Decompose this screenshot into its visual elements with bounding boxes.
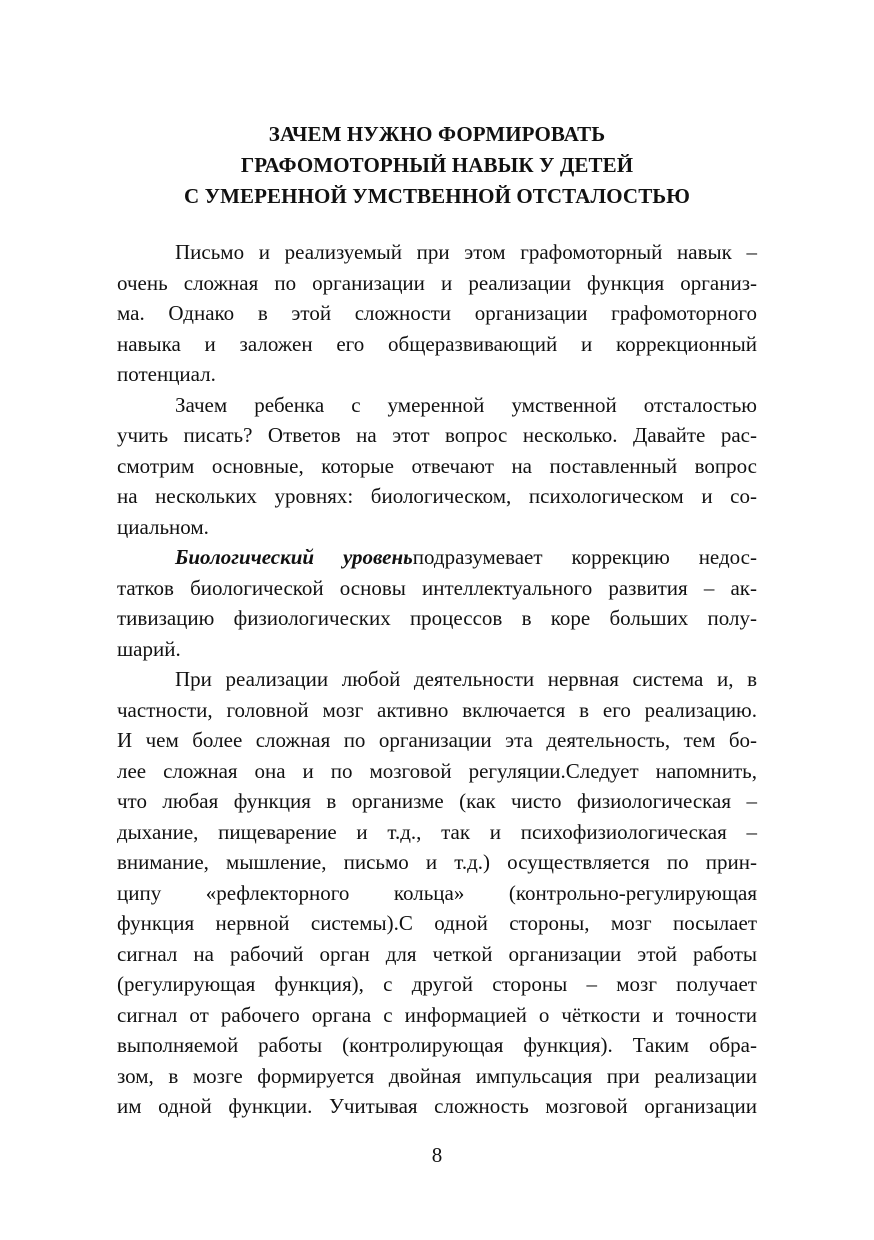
title-line: ГРАФОМОТОРНЫЙ НАВЫК У ДЕТЕЙ (240, 153, 634, 177)
text-line: лее сложная она и по мозговой регуляции.Следует напомнить, (117, 758, 757, 783)
text-line: потенциал. (117, 362, 216, 386)
paragraph-2 (117, 390, 757, 543)
emphasis-term: Биологический уровень (175, 545, 413, 569)
text-line: очень сложная по организации и реализации функция организ- (117, 270, 757, 295)
text-line: При реализации любой деятельности нервная система и, в (175, 667, 757, 691)
text-line: сигнал на рабочий орган для четкой организации этой работы (117, 941, 757, 966)
text-line: смотрим основные, которые отвечают на поставленный вопрос (117, 453, 757, 478)
title-line: С УМЕРЕННОЙ УМСТВЕННОЙ ОТСТАЛОСТЬЮ (183, 184, 691, 208)
paragraph-1 (117, 237, 757, 390)
title-line: ЗАЧЕМ НУЖНО ФОРМИРОВАТЬ (268, 122, 606, 146)
text-fragment: подразумевает коррекцию недос- (412, 545, 758, 569)
text-line: сигнал от рабочего органа с информацией о чёткости и точности (117, 1002, 757, 1027)
text-line: на нескольких уровнях: биологическом, психологическом и со- (117, 484, 757, 508)
text-line: Зачем ребенка с умеренной умственной отсталостью (175, 392, 757, 417)
text-line: им одной функции. Учитывая сложность мозговой организации (117, 1094, 757, 1118)
text-line: частности, головной мозг активно включается в его реализацию. (117, 697, 757, 722)
text-line: И чем более сложная по организации эта деятельность, тем бо- (117, 728, 757, 752)
text-line: дыхание, пищеварение и т.д., так и психофизиологическая – (117, 819, 757, 844)
body-text (117, 237, 757, 1122)
text-line: татков биологической основы интеллектуального развития – ак- (117, 575, 757, 600)
paragraph-3 (117, 542, 757, 664)
page-number: 8 (431, 1143, 443, 1167)
chapter-title (117, 119, 757, 212)
paragraph-4 (117, 664, 757, 1122)
text-line: навыка и заложен его общеразвивающий и коррекционный (117, 331, 757, 356)
text-line: тивизацию физиологических процессов в коре больших полу- (117, 606, 757, 630)
text-line: учить писать? Ответов на этот вопрос несколько. Давайте рас- (117, 423, 757, 447)
text-line: функция нервной системы).С одной стороны, мозг посылает (117, 911, 757, 935)
text-line: зом, в мозге формируется двойная импульсация при реализации (117, 1063, 757, 1088)
text-line: шарий. (117, 636, 181, 661)
text-line: что любая функция в организме (как чисто физиологическая – (117, 789, 757, 813)
text-line: Письмо и реализуемый при этом графомоторный навык – (175, 240, 757, 264)
text-line: (регулирующая функция), с другой стороны – мозг получает (117, 972, 757, 996)
text-line: внимание, мышление, письмо и т.д.) осуществляется по прин- (117, 850, 757, 874)
text-line-with-emphasis (117, 542, 757, 573)
text-line: ципу «рефлекторного кольца» (контрольно-регулирующая (117, 880, 757, 905)
text-line: ма. Однако в этой сложности организации графомоторного (117, 301, 757, 325)
text-line: циальном. (117, 514, 209, 539)
text-line: выполняемой работы (контролирующая функция). Таким обра- (117, 1033, 757, 1057)
